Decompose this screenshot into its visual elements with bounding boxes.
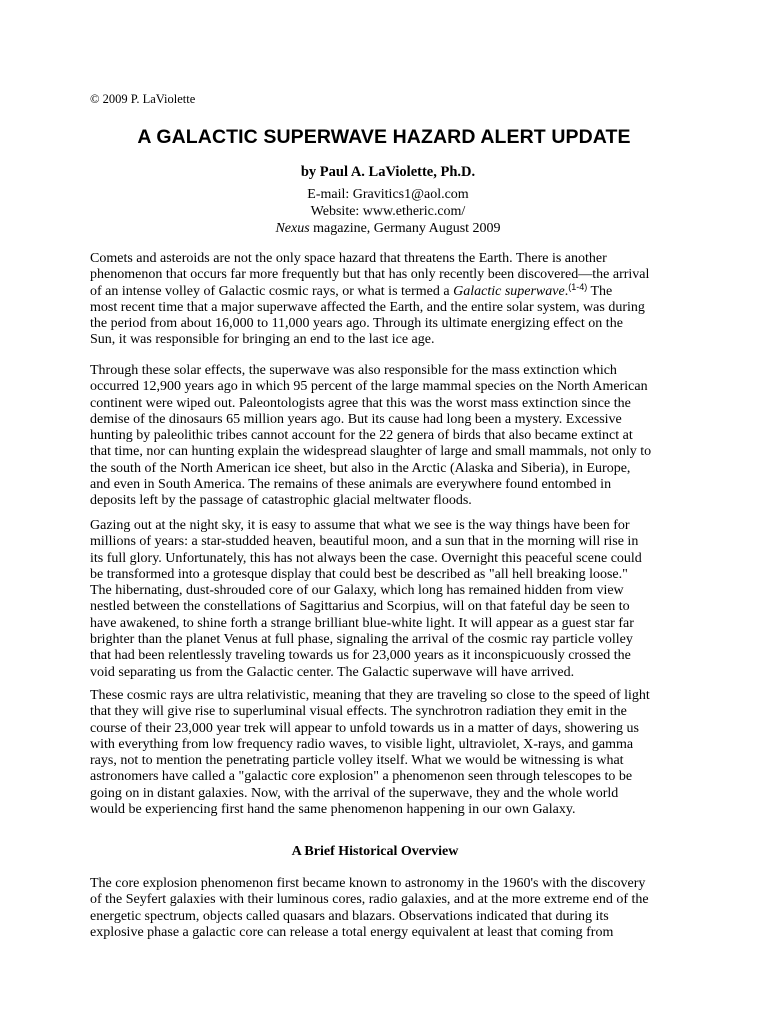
text-line: Gazing out at the night sky, it is easy to assume that what we see is the way things have been for [90,518,630,533]
text-line: Sun, it was responsible for bringing an end to the last ice age. [90,332,435,348]
text-line: Comets and asteroids are not the only space hazard that threatens the Earth. There is another [90,251,607,266]
text-line: The hibernating, dust-shrouded core of our Galaxy, which long has remained hidden from view [90,583,624,599]
text-segment: . [564,283,569,299]
paragraph-1 [90,251,649,349]
email-line: E-mail: Gravitics1@aol.com [307,187,469,202]
text-line: hunting by paleolithic tribes cannot account for the 22 genera of birds that also became extinct at [90,428,633,444]
author-byline: by Paul A. LaViolette, Ph.D. [300,164,476,180]
text-line: brighter than the planet Venus at full phase, signaling the arrival of the cosmic ray particle volley [90,632,633,648]
text-line [90,281,649,300]
text-line: void separating us from the Galactic center. The Galactic superwave will have arrived. [90,664,575,680]
text-line: that they will give rise to superluminal visual effects. The synchrotron radiation they emit in the [90,704,627,720]
text-line: course of their 23,000 year trek will appear to unfold towards us in a matter of days, showering us [90,720,639,736]
text-line: astronomers have called a "galactic core explosion" a phenomenon seen through telescopes to be [90,769,633,785]
paragraph-5 [90,876,649,941]
text-line: going on in distant galaxies. Now, with the arrival of the superwave, they and the whole world [90,785,619,801]
section-heading: A Brief Historical Overview [291,844,459,859]
text-line: its full glory. Unfortunately, this has not always been the case. Overnight this peaceful scene could [90,550,642,566]
text-line: most recent time that a major superwave affected the Earth, and the entire solar system, was during [90,299,645,315]
text-line: that time, nor can hunting explain the widespread slaughter of large and small mammals, not only to [90,444,652,460]
text-line: with everything from low frequency radio waves, to visible light, ultraviolet, X-rays, and gamma [90,736,634,752]
text-segment: The [587,283,613,299]
text-segment: of an intense volley of Galactic cosmic rays, or what is termed a [90,283,454,299]
text-line: explosive phase a galactic core can release a total energy equivalent at least that coming from [90,924,614,940]
text-line: millions of years: a star-studded heaven, beautiful moon, and a sun that in the morning will rise in [90,534,639,550]
website-line: Website: www.etheric.com/ [310,204,466,219]
copyright-notice: © 2009 P. LaViolette [90,92,196,106]
text-line: the south of the North American ice sheet, but also in the Arctic (Alaska and Siberia), in Europe, [90,460,631,476]
publication-line [88,220,688,237]
text-line: Through these solar effects, the superwave was also responsible for the mass extinction which [90,363,617,378]
text-line: phenomenon that occurs far more frequently but that has only recently been discovered—the arrival [90,267,650,283]
text-line: of the Seyfert galaxies with their luminous cores, radio galaxies, and at the more extreme end of the [90,892,649,908]
text-line: rays, not to mention the penetrating particle volley itself. What we would be witnessing is what [90,753,624,769]
contact-block [88,186,688,237]
paragraph-4 [90,688,650,818]
text-line: energetic spectrum, objects called quasars and blazars. Observations indicated that during its [90,908,609,924]
magazine-name: Nexus [275,221,310,236]
text-line: nestled between the constellations of Sagittarius and Scorpius, will on that fateful day be seen to [90,599,630,615]
paragraph-3 [90,518,642,681]
text-line: would be experiencing first hand the same phenomenon happening in our own Galaxy. [90,802,576,818]
paragraph-2 [90,363,651,510]
reference-superscript: (1-4) [568,281,588,292]
text-line: deposits left by the passage of catastrophic glacial meltwater floods. [90,493,472,509]
text-line: be transformed into a grotesque display that could best be described as "all hell breaking loose." [90,566,628,582]
text-line: continent were wiped out. Paleontologists agree that this was the worst mass extinction since the [90,395,631,411]
text-line: demise of the dinosaurs 65 million years ago. But its cause had long been a mystery. Excessive [90,411,622,427]
text-line: that had been relentlessly traveling towards us for 23,000 years as it inconspicuously crossed the [90,648,631,664]
text-line: These cosmic rays are ultra relativistic, meaning that they are traveling so close to the speed of light [90,688,650,703]
text-line: and even in South America. The remains of these animals are everywhere found entombed in [90,477,612,493]
emphasized-term: Galactic superwave [453,283,565,299]
text-line: occurred 12,900 years ago in which 95 percent of the large mammal species on the North American [90,379,648,395]
text-line: The core explosion phenomenon first became known to astronomy in the 1960's with the discovery [90,876,646,891]
text-line: the period from about 16,000 to 11,000 years ago. Through its ultimate energizing effect on the [90,316,623,332]
article-title: A GALACTIC SUPERWAVE HAZARD ALERT UPDATE [137,126,631,148]
publication-details: magazine, Germany August 2009 [309,221,501,236]
text-line: have awakened, to shine forth a strange brilliant blue-white light. It will appear as a guest star far [90,615,634,631]
